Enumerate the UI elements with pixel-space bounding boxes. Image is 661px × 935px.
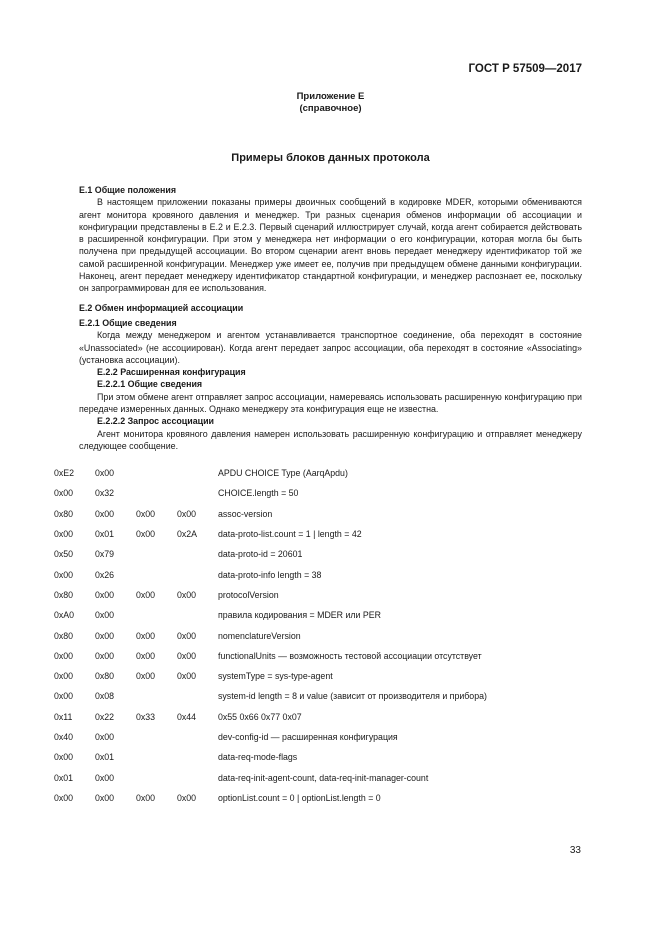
byte-value: 0x00 [95, 732, 115, 742]
byte-value: 0x00 [54, 671, 74, 682]
byte-value: 0x44 [177, 711, 197, 722]
byte-value [136, 564, 177, 584]
byte-value: 0x26 [95, 569, 115, 580]
section-e1-text: В настоящем приложении показаны примеры двоичных сообщений в кодировке MDER, которыми обмениваются агент монитора кровяного давления и менеджер. Три разных сценария обменов информации об ассоциации и конфигурации представлены в Е.2 и Е.2.3. Первый сценарий иллюстрирует случай, когда агент собирается действовать в расширенной конфигурации. При этом у менеджера нет информации о его конфигурации, которая могла бы быть получена при предыдущей ассоциации. Во втором сценарии агент вновь передает менеджеру идентификатор той же самой расширенной конфигурации. Менеджер уже имеет ее, получив при предыдущем обмене данными конфигурации. Наконец, агент передает менеджеру идентификатор стандартной конфигурации, и менеджер распознает ее, поскольку он запрограммирован для ее использования. [79, 197, 582, 294]
byte-value: 0x11 [54, 711, 73, 722]
table-row [54, 646, 487, 666]
byte-value: 0x32 [95, 488, 115, 499]
byte-value: 0x40 [54, 732, 74, 742]
field-description: systemType = sys-type-agent [218, 671, 333, 682]
table-row [54, 727, 487, 747]
table-row [54, 564, 487, 584]
field-description: system-id length = 8 и value (зависит от производителя и прибора) [218, 691, 487, 702]
byte-value [136, 544, 177, 564]
field-description: data-req-mode-flags [218, 752, 298, 763]
byte-value: 0x00 [95, 508, 115, 519]
table-row [54, 747, 487, 767]
byte-value [177, 767, 218, 787]
table-row [54, 504, 487, 524]
section-e1-heading: Е.1 Общие положения [79, 185, 177, 195]
byte-value: 0x00 [54, 529, 74, 540]
byte-value: 0x80 [54, 589, 74, 600]
byte-value: 0x79 [95, 549, 115, 560]
byte-value: 0x00 [95, 792, 115, 803]
byte-value: 0x00 [177, 671, 197, 682]
byte-value: 0x80 [95, 671, 115, 682]
field-description: data-proto-list.count = 1 | length = 42 [218, 529, 362, 540]
table-row [54, 585, 487, 605]
byte-value: 0x00 [177, 630, 197, 641]
byte-value: 0x22 [95, 711, 115, 722]
table-row [54, 605, 487, 625]
apdu-byte-table [54, 463, 487, 808]
field-description: APDU CHOICE Type (AarqApdu) [218, 468, 348, 479]
byte-value [136, 605, 177, 625]
annex-title: Приложение Е [296, 91, 365, 102]
table-row [54, 483, 487, 503]
table-row [54, 788, 487, 808]
byte-value: 0x00 [177, 650, 197, 661]
byte-value: 0x00 [136, 650, 156, 661]
byte-value: 0x33 [136, 711, 156, 722]
table-row [54, 707, 487, 727]
standard-number: ГОСТ Р 57509—2017 [468, 63, 582, 75]
section-e21-text: Когда между менеджером и агентом устанавливается транспортное соединение, оба переходят в состояние «Unassociated» (не ассоциирован). Когда агент передает запрос ассоциации, оба переходят в состояние «Associating» (установка ассоциации). [79, 330, 582, 365]
field-description: 0x55 0x66 0x77 0x07 [218, 711, 302, 722]
table-row [54, 544, 487, 564]
byte-value [136, 767, 177, 787]
byte-value: 0x00 [136, 792, 156, 803]
document-title: Примеры блоков данных протокола [231, 152, 430, 164]
byte-value [177, 544, 218, 564]
table-row [54, 524, 487, 544]
byte-value: 0x00 [95, 610, 115, 621]
byte-value: 0x00 [95, 589, 115, 600]
byte-value [177, 483, 218, 503]
body-text [79, 184, 582, 452]
byte-value: 0x00 [177, 792, 197, 803]
field-description: правила кодирования = MDER или PER [218, 610, 381, 621]
section-e222-text: Агент монитора кровяного давления намерен использовать расширенную конфигурацию и отправляет менеджеру следующее сообщение. [79, 428, 582, 451]
field-description: assoc-version [218, 508, 273, 519]
byte-value: 0x00 [177, 508, 197, 519]
section-e221-heading: Е.2.2.1 Общие сведения [97, 379, 203, 390]
byte-value: 0x00 [54, 569, 74, 580]
field-description: CHOICE.length = 50 [218, 488, 299, 499]
byte-value: 0x01 [95, 752, 115, 763]
byte-value: 0x50 [54, 549, 74, 560]
table-row [54, 463, 487, 483]
byte-value: 0x01 [54, 772, 74, 783]
field-description: nomenclatureVersion [218, 630, 301, 641]
byte-value: 0xA0 [54, 610, 75, 621]
byte-value [177, 747, 218, 767]
byte-value [136, 747, 177, 767]
byte-value: 0x00 [136, 589, 156, 600]
byte-value: 0x00 [95, 630, 115, 641]
field-description: data-proto-info length = 38 [218, 569, 322, 580]
byte-value: 0x00 [54, 752, 74, 763]
table-row [54, 686, 487, 706]
byte-value: 0x00 [136, 529, 156, 540]
section-e2-heading: Е.2 Обмен информацией ассоциации [79, 302, 244, 313]
byte-value: 0x00 [136, 508, 156, 519]
byte-value [136, 483, 177, 503]
section-e221-text: При этом обмене агент отправляет запрос ассоциации, намереваясь использовать расширенную конфигурацию при передаче измеренных данных. Однако менеджеру эта конфигурация еще не известна. [79, 391, 582, 415]
field-description: optionList.count = 0 | optionList.length = 0 [218, 792, 381, 803]
byte-value [177, 686, 218, 706]
byte-value: 0x80 [54, 508, 74, 519]
field-description: data-req-init-agent-count, data-req-init-manager-count [218, 772, 429, 783]
annex-subtitle: (справочное) [299, 103, 362, 114]
byte-value: 0x01 [95, 529, 115, 540]
field-description: dev-config-id — расширенная конфигурация [218, 732, 398, 742]
table-row [54, 767, 487, 787]
field-description: protocolVersion [218, 589, 279, 600]
byte-value [177, 727, 218, 747]
byte-value: 0x00 [95, 772, 115, 783]
byte-value: 0x00 [95, 468, 115, 479]
byte-value: 0x00 [54, 488, 74, 499]
byte-value [177, 463, 218, 483]
byte-value: 0x80 [54, 630, 74, 641]
byte-value: 0x00 [136, 671, 156, 682]
byte-value: 0x00 [54, 691, 74, 702]
byte-value: 0xE2 [54, 468, 75, 479]
byte-value [136, 463, 177, 483]
byte-value: 0x00 [54, 792, 74, 803]
byte-value: 0x08 [95, 691, 115, 702]
table-row [54, 666, 487, 686]
table-row [54, 625, 487, 645]
byte-value: 0x00 [177, 589, 197, 600]
section-e222-heading: Е.2.2.2 Запрос ассоциации [97, 416, 215, 427]
byte-value: 0x00 [54, 650, 74, 661]
byte-value [136, 686, 177, 706]
section-e21-heading: Е.2.1 Общие сведения [79, 317, 177, 328]
byte-value [177, 605, 218, 625]
byte-value: 0x00 [95, 650, 115, 661]
byte-value: 0x00 [136, 630, 156, 641]
byte-value [136, 727, 177, 747]
byte-value: 0x2A [177, 529, 198, 540]
field-description: data-proto-id = 20601 [218, 549, 303, 560]
field-description: functionalUnits — возможность тестовой ассоциации отсутствует [218, 650, 482, 661]
page-number: 33 [569, 845, 581, 856]
byte-value [177, 564, 218, 584]
section-e22-heading: Е.2.2 Расширенная конфигурация [97, 367, 246, 378]
